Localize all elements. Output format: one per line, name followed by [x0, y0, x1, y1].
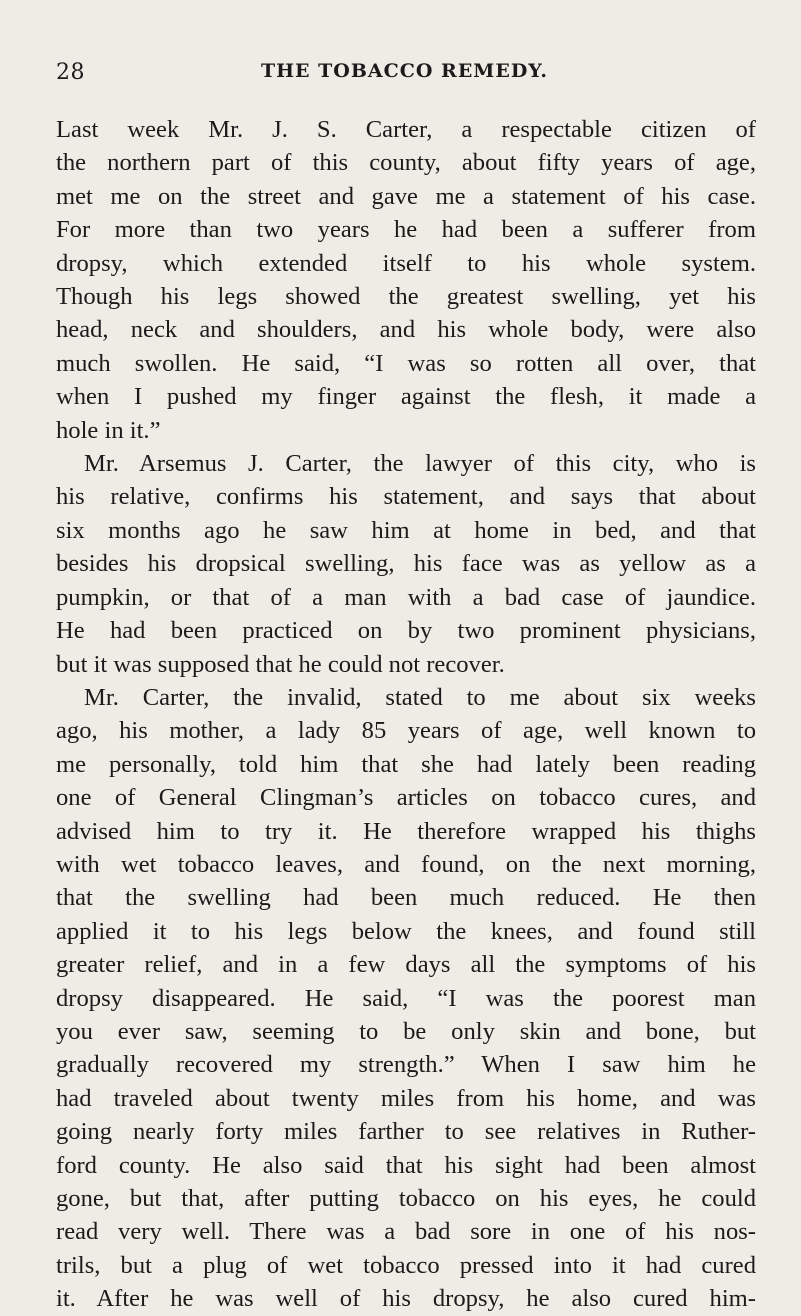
- text-line: it. After he was well of his dropsy, he also cured him-: [56, 1285, 756, 1313]
- text-line: one of General Clingman’s articles on tobacco cures, and: [56, 784, 756, 812]
- text-line: Though his legs showed the greatest swelling, yet his: [56, 283, 756, 311]
- text-line: gradually recovered my strength.” When I saw him he: [56, 1051, 756, 1079]
- body-text: [56, 113, 756, 1316]
- text-line: you ever saw, seeming to be only skin and bone, but: [56, 1017, 756, 1045]
- text-line: dropsy, which extended itself to his whole system.: [56, 249, 756, 277]
- text-line: He had been practiced on by two prominent physicians,: [56, 617, 756, 645]
- text-line: Last week Mr. J. S. Carter, a respectable citizen of: [56, 116, 756, 143]
- text-line: applied it to his legs below the knees, and found still: [56, 917, 756, 945]
- paragraph: [56, 681, 756, 1316]
- text-line: much swollen. He said, “I was so rotten all over, that: [56, 349, 756, 377]
- text-line: ago, his mother, a lady 85 years of age, well known to: [56, 717, 756, 745]
- text-line: pumpkin, or that of a man with a bad case of jaundice.: [56, 583, 756, 611]
- text-line: when I pushed my finger against the flesh, it made a: [56, 383, 756, 411]
- text-line: gone, but that, after putting tobacco on his eyes, he could: [56, 1185, 756, 1212]
- text-line: met me on the street and gave me a statement of his case.: [56, 182, 756, 210]
- text-line: had traveled about twenty miles from his home, and was: [56, 1084, 756, 1112]
- text-line: but it was supposed that he could not recover.: [56, 650, 505, 678]
- running-head: THE TOBACCO REMEDY.: [260, 60, 549, 82]
- text-line: Mr. Carter, the invalid, stated to me about six weeks: [84, 683, 756, 711]
- text-line: dropsy disappeared. He said, “I was the poorest man: [56, 984, 756, 1012]
- text-line: the northern part of this county, about fifty years of age,: [56, 149, 756, 177]
- text-line: that the swelling had been much reduced. He then: [56, 884, 756, 912]
- text-line: head, neck and shoulders, and his whole body, were also: [56, 316, 756, 344]
- text-line: ford county. He also said that his sight had been almost: [56, 1151, 756, 1179]
- text-line: besides his dropsical swelling, his face was as yellow as a: [56, 550, 756, 578]
- text-line: read very well. There was a bad sore in one of his nos-: [56, 1218, 756, 1246]
- text-line: trils, but a plug of wet tobacco pressed into it had cured: [56, 1251, 756, 1279]
- text-line: greater relief, and in a few days all the symptoms of his: [56, 951, 756, 979]
- text-line: going nearly forty miles farther to see relatives in Ruther-: [56, 1118, 756, 1146]
- paragraph: [56, 113, 756, 447]
- text-line: For more than two years he had been a sufferer from: [56, 216, 756, 244]
- text-line: six months ago he saw him at home in bed, and that: [56, 516, 756, 544]
- text-line: Mr. Arsemus J. Carter, the lawyer of this city, who is: [84, 450, 756, 478]
- text-line: advised him to try it. He therefore wrapped his thighs: [56, 817, 756, 845]
- text-line: hole in it.”: [56, 416, 161, 444]
- text-line: me personally, told him that she had lately been reading: [56, 750, 756, 778]
- paragraph: [56, 447, 756, 681]
- text-line: with wet tobacco leaves, and found, on the next morning,: [56, 850, 756, 878]
- page-number: 28: [56, 60, 85, 85]
- page-header: [56, 60, 753, 90]
- text-line: his relative, confirms his statement, and says that about: [56, 483, 756, 511]
